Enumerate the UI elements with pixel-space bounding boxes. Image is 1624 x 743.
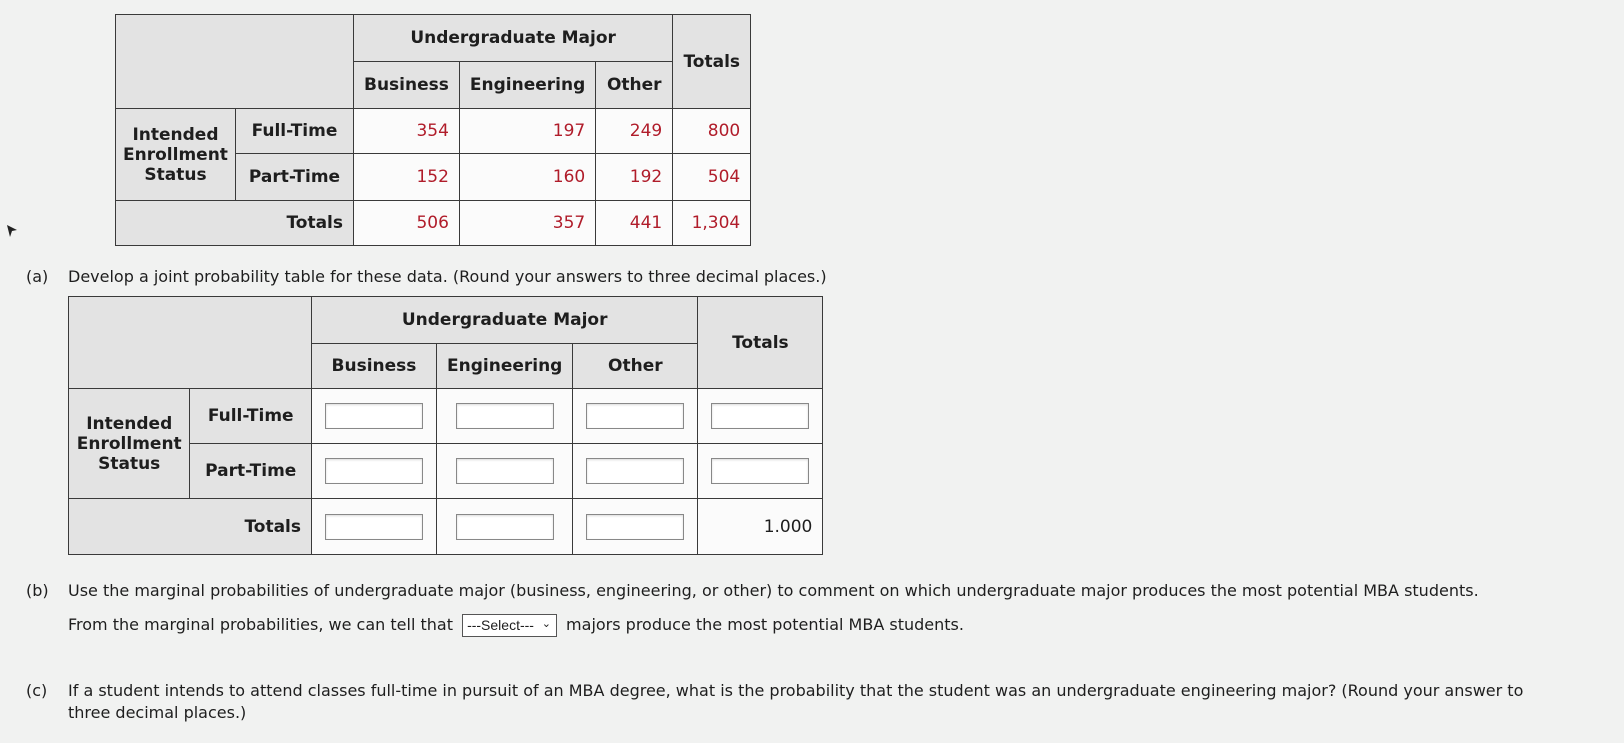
input-totals-business[interactable]	[325, 514, 423, 540]
joint-probability-table	[68, 296, 823, 555]
part-a	[26, 266, 926, 288]
cell-parttime-totals: 504	[673, 154, 751, 201]
col-header-totals: Totals	[698, 297, 823, 389]
part-b-sentence-before: From the marginal probabilities, we can tell that	[68, 615, 453, 634]
cell-parttime-business: 152	[354, 154, 460, 201]
cell-fulltime-other: 249	[596, 109, 673, 154]
cell-fulltime-engineering: 197	[459, 109, 595, 154]
col-header-business: Business	[312, 344, 437, 389]
row-label-totals: Totals	[69, 499, 312, 555]
row-label-parttime: Part-Time	[190, 444, 312, 499]
input-parttime-other[interactable]	[586, 458, 684, 484]
part-b-tag: (b)	[26, 581, 49, 600]
part-a-tag: (a)	[26, 267, 49, 286]
input-totals-other[interactable]	[586, 514, 684, 540]
cell-totals-grand: 1,304	[673, 201, 751, 246]
group-header: Undergraduate Major	[354, 15, 673, 62]
part-c-line2: three decimal places.)	[68, 703, 247, 722]
input-parttime-business[interactable]	[325, 458, 423, 484]
col-header-business: Business	[354, 62, 460, 109]
cell-parttime-other: 192	[596, 154, 673, 201]
mouse-pointer-icon	[6, 224, 18, 238]
row-label-fulltime: Full-Time	[235, 109, 353, 154]
major-select[interactable]	[462, 614, 557, 637]
input-parttime-totals[interactable]	[711, 458, 809, 484]
part-b-text: Use the marginal probabilities of undergraduate major (business, engineering, or other) to comment on which undergraduate major produces the most potential MBA students.	[68, 581, 1479, 600]
group-header: Undergraduate Major	[312, 297, 698, 344]
cell-parttime-engineering: 160	[459, 154, 595, 201]
part-c-tag: (c)	[26, 681, 48, 700]
cell-grand-total: 1.000	[698, 499, 823, 555]
chevron-down-icon: ⌄	[541, 618, 551, 630]
input-fulltime-other[interactable]	[586, 403, 684, 429]
data-table	[115, 14, 751, 246]
cell-fulltime-business: 354	[354, 109, 460, 154]
cell-totals-business: 506	[354, 201, 460, 246]
part-a-text: Develop a joint probability table for these data. (Round your answers to three decimal places.)	[68, 267, 827, 286]
input-totals-engineering[interactable]	[456, 514, 554, 540]
row-label-parttime: Part-Time	[235, 154, 353, 201]
cell-fulltime-totals: 800	[673, 109, 751, 154]
row-group-label: Intended Enrollment Status	[116, 109, 236, 201]
col-header-other: Other	[573, 344, 698, 389]
row-label-totals: Totals	[116, 201, 354, 246]
table-corner	[116, 15, 354, 109]
cell-totals-engineering: 357	[459, 201, 595, 246]
part-c-line1: If a student intends to attend classes full-time in pursuit of an MBA degree, what is the probability that the student was an undergraduate engineering major? (Round your answer to	[68, 681, 1524, 700]
row-label-fulltime: Full-Time	[190, 389, 312, 444]
col-header-engineering: Engineering	[437, 344, 573, 389]
col-header-other: Other	[596, 62, 673, 109]
cell-totals-other: 441	[596, 201, 673, 246]
major-select-value: ---Select---	[467, 617, 534, 633]
input-fulltime-totals[interactable]	[711, 403, 809, 429]
part-b-sentence	[68, 614, 964, 637]
table-corner	[69, 297, 312, 389]
col-header-engineering: Engineering	[459, 62, 595, 109]
part-c	[26, 680, 1616, 724]
part-b-sentence-after: majors produce the most potential MBA students.	[566, 615, 964, 634]
row-group-label: Intended Enrollment Status	[69, 389, 190, 499]
part-b	[26, 580, 1606, 640]
input-fulltime-engineering[interactable]	[456, 403, 554, 429]
input-fulltime-business[interactable]	[325, 403, 423, 429]
col-header-totals: Totals	[673, 15, 751, 109]
input-parttime-engineering[interactable]	[456, 458, 554, 484]
